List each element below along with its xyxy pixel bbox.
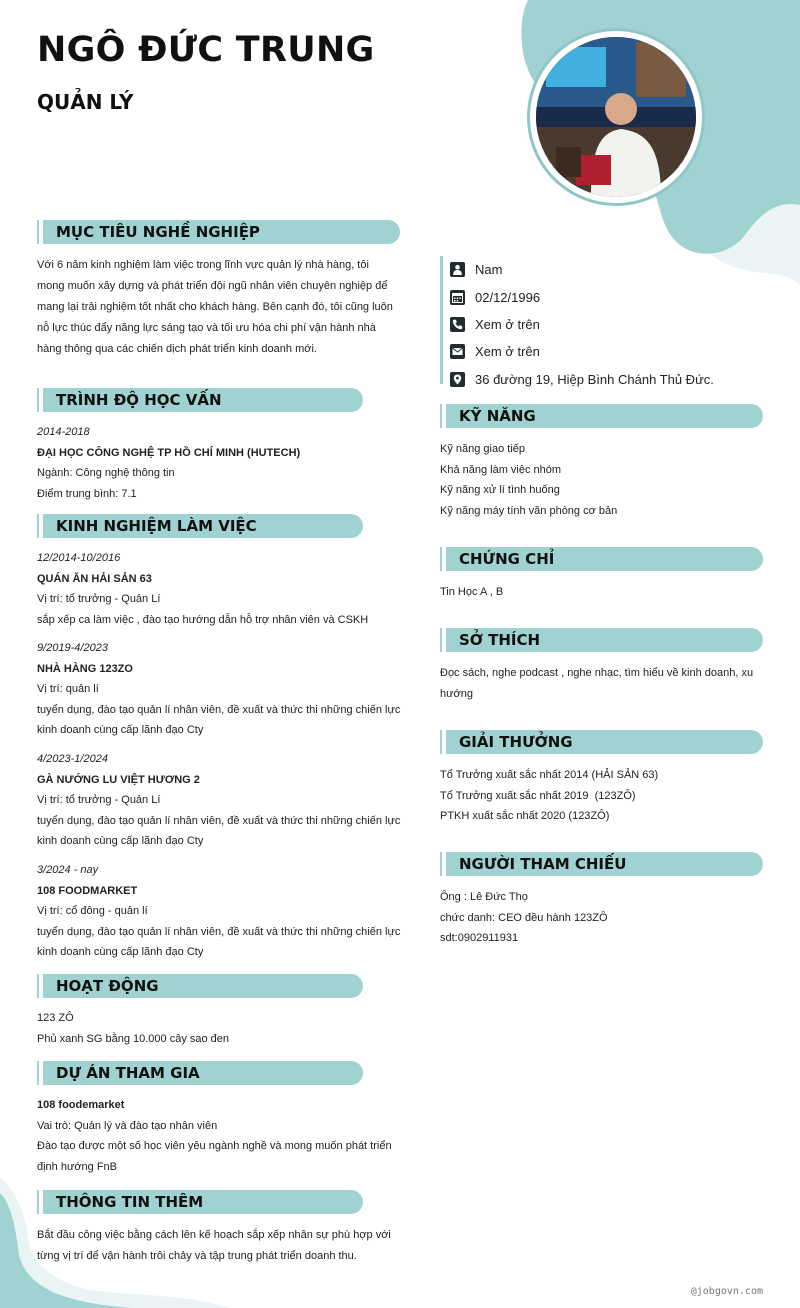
references-block: Ông : Lê Đức Thọ chức danh: CEO đều hành 123ZÔ sdt:0902911931 <box>440 891 608 944</box>
awards-list <box>440 765 780 827</box>
list-item: Tin Học A , B <box>440 586 504 598</box>
contact-phone: Xem ở trên <box>440 311 780 338</box>
section-heading-activities: HOẠT ĐỘNG <box>37 974 363 998</box>
experience-item: 9/2019-4/2023 NHÀ HÀNG 123ZO Vị trí: quản lí tuyển dụng, đào tạo quản lí nhân viên, đề xuất và thức thi những chiến lực kinh doanh cùng cấp lãnh đạo Cty <box>37 642 401 736</box>
experience-item: 4/2023-1/2024 GÀ NƯỚNG LU VIỆT HƯƠNG 2 Vị trí: tổ trưởng - Quản Lí tuyển dụng, đào tạo quản lí nhân viên, đề xuất và thức thi những chiến lực kinh doanh cùng cấp lãnh đạo Cty <box>37 753 401 847</box>
person-icon <box>450 262 465 277</box>
section-heading-extra-info: THÔNG TIN THÊM <box>37 1190 363 1214</box>
candidate-title: QUẢN LÝ <box>37 90 134 114</box>
site-watermark: @jobgovn.com <box>690 1286 763 1297</box>
experience-item: 3/2024 - nay 108 FOODMARKET Vị trí: cổ đông - quản lí tuyển dụng, đào tạo quản lí nhân viên, đề xuất và thức thi những chiến lực kinh doanh cùng cấp lãnh đạo Cty <box>37 864 401 958</box>
list-item: PTKH xuất sắc nhất 2020 (123ZÔ) <box>440 810 610 822</box>
list-item: Kỹ năng giao tiếp <box>440 443 526 455</box>
certificates-list <box>440 582 780 603</box>
list-item: Kỹ năng máy tính văn phòng cơ bản <box>440 504 618 517</box>
section-heading-skills: KỸ NĂNG <box>440 404 763 428</box>
objective-text: Với 6 năm kinh nghiệm làm việc trong lĩnh vực quản lý nhà hàng, tôi mong muốn xây dựng và phát triển đội ngũ nhân viên chuyên nghiệp để mang lại trải nghiệm tốt nhất cho khách hàng. Bên cạnh đó, tôi cũng luôn nỗ lực thúc đẩy năng lực sáng tạo và tối ưu hóa chi phí vận hành nhà hàng thông qua các chiến dịch phát triển kinh doanh mới. <box>37 259 393 355</box>
list-item: Khả năng làm việc nhóm <box>440 463 562 476</box>
section-heading-projects: DỰ ÁN THAM GIA <box>37 1061 363 1085</box>
contact-birthday: 02/12/1996 <box>440 283 780 310</box>
contact-address: 36 đường 19, Hiệp Bình Chánh Thủ Đức. <box>440 366 780 393</box>
education-gpa: Điểm trung bình: 7.1 <box>37 487 137 500</box>
section-heading-hobbies: SỞ THÍCH <box>440 628 763 652</box>
profile-photo-frame <box>527 28 705 206</box>
section-heading-awards: GIẢI THƯỞNG <box>440 730 763 754</box>
projects-block: 108 foodemarket Vai trò: Quản lý và đào tạo nhân viên Đào tạo được một số học viên yêu ngành nghề và mong muốn phát triển định hướng FnB <box>37 1099 392 1173</box>
contact-gender: Nam <box>440 256 780 283</box>
hobbies-text: Đọc sách, nghe podcast , nghe nhạc, tìm hiểu về kinh doanh, xu hướng <box>440 667 754 700</box>
section-heading-certificates: CHỨNG CHỈ <box>440 547 763 571</box>
skills-list <box>440 439 780 521</box>
location-icon <box>450 372 465 387</box>
experience-item: 12/2014-10/2016 QUÁN ĂN HẢI SẢN 63 Vị trí: tổ trưởng - Quản Lí sắp xếp ca làm việc , đào tạo hướng dẫn hỗ trợ nhân viên và CSKH <box>37 552 369 626</box>
profile-photo <box>536 37 696 197</box>
education-period: 2014-2018 <box>37 426 90 438</box>
list-item: Tổ Trưởng xuất sắc nhất 2014 (HẢI SẢN 63) <box>440 769 659 781</box>
section-heading-experience: KINH NGHIỆM LÀM VIỆC <box>37 514 363 538</box>
list-item: Tổ Trưởng xuất sắc nhất 2019 (123ZÔ) <box>440 789 636 802</box>
section-heading-education: TRÌNH ĐỘ HỌC VẤN <box>37 388 363 412</box>
list-item: Kỹ năng xử lí tình huống <box>440 484 560 496</box>
extra-info-text: Bắt đầu công việc bằng cách lên kế hoạch sắp xếp nhân sự phù hợp với từng vị trí để vận hành trôi chảy và tập trung phát triển doanh thu. <box>37 1229 391 1262</box>
activities-list: 123 ZÔ Phủ xanh SG bằng 10.000 cây sao đen <box>37 1012 230 1045</box>
section-heading-objective: MỤC TIÊU NGHỀ NGHIỆP <box>37 220 400 244</box>
education-major: Ngành: Công nghệ thông tin <box>37 467 175 479</box>
contact-list <box>440 256 780 393</box>
email-icon <box>450 344 465 359</box>
contact-email: Xem ở trên <box>440 338 780 365</box>
calendar-icon <box>450 290 465 305</box>
education-block <box>37 422 412 504</box>
section-heading-references: NGƯỜI THAM CHIẾU <box>440 852 763 876</box>
education-school: ĐẠI HỌC CÔNG NGHỆ TP HỒ CHÍ MINH (HUTECH) <box>37 446 301 459</box>
phone-icon <box>450 317 465 332</box>
candidate-name: NGÔ ĐỨC TRUNG <box>37 30 375 70</box>
